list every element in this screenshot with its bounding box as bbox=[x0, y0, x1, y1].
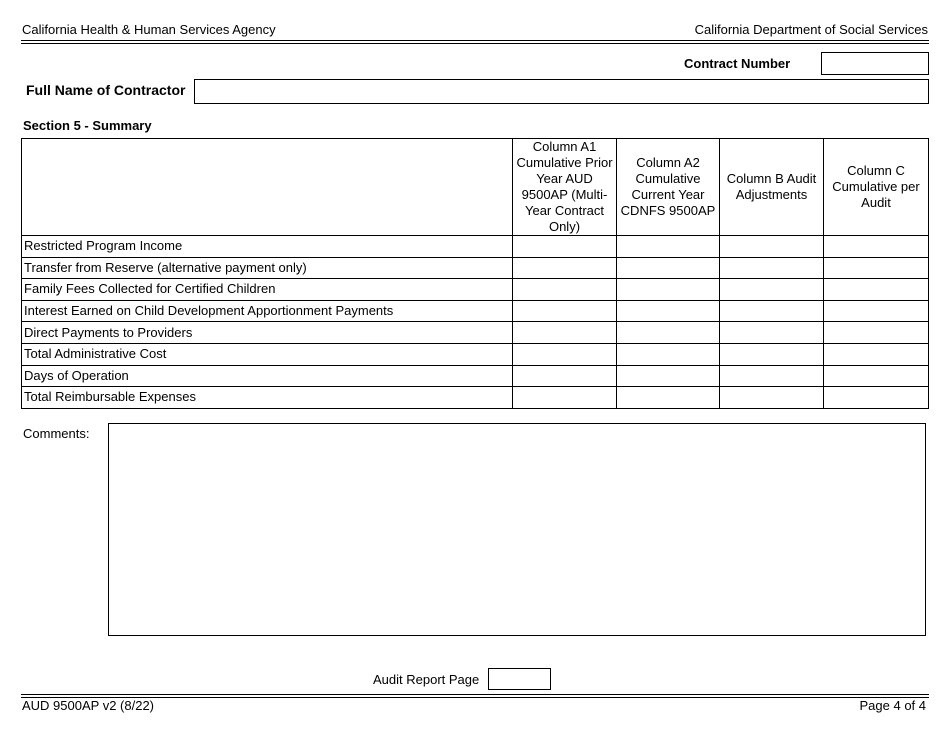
header-rule-top bbox=[21, 40, 929, 41]
table-row bbox=[22, 257, 929, 279]
audit-report-page-field[interactable] bbox=[488, 668, 551, 690]
cell-c[interactable] bbox=[824, 365, 929, 387]
cell-a2[interactable] bbox=[617, 387, 720, 409]
cell-a2[interactable] bbox=[617, 257, 720, 279]
audit-report-page-label: Audit Report Page bbox=[373, 672, 480, 687]
cell-c[interactable] bbox=[824, 279, 929, 301]
cell-a1[interactable] bbox=[513, 322, 617, 344]
footer-rule-bottom bbox=[21, 697, 929, 698]
cell-c[interactable] bbox=[824, 236, 929, 258]
cell-a2[interactable] bbox=[617, 300, 720, 322]
table-row bbox=[22, 322, 929, 344]
column-a2-header: Column A2 Cumulative Current Year CDNFS 9500AP bbox=[617, 139, 720, 236]
row-label: Family Fees Collected for Certified Children bbox=[22, 279, 513, 301]
cell-a2[interactable] bbox=[617, 322, 720, 344]
row-label: Restricted Program Income bbox=[22, 236, 513, 258]
header-rule-bottom bbox=[21, 43, 929, 44]
cell-a1[interactable] bbox=[513, 300, 617, 322]
cell-b[interactable] bbox=[720, 365, 824, 387]
cell-a1[interactable] bbox=[513, 387, 617, 409]
table-row bbox=[22, 343, 929, 365]
table-row bbox=[22, 387, 929, 409]
table-header-row bbox=[22, 139, 929, 236]
contract-number-field[interactable] bbox=[821, 52, 929, 75]
form-version: AUD 9500AP v2 (8/22) bbox=[22, 698, 154, 713]
cell-b[interactable] bbox=[720, 236, 824, 258]
cell-b[interactable] bbox=[720, 322, 824, 344]
cell-a1[interactable] bbox=[513, 365, 617, 387]
cell-c[interactable] bbox=[824, 300, 929, 322]
row-label: Direct Payments to Providers bbox=[22, 322, 513, 344]
cell-a2[interactable] bbox=[617, 365, 720, 387]
cell-a1[interactable] bbox=[513, 343, 617, 365]
table-header-blank bbox=[22, 139, 513, 236]
comments-label: Comments: bbox=[23, 426, 90, 441]
contractor-name-label: Full Name of Contractor bbox=[26, 82, 186, 98]
table-row bbox=[22, 365, 929, 387]
row-label: Transfer from Reserve (alternative payment only) bbox=[22, 257, 513, 279]
row-label: Total Reimbursable Expenses bbox=[22, 387, 513, 409]
table-row bbox=[22, 279, 929, 301]
cell-c[interactable] bbox=[824, 387, 929, 409]
contractor-name-field[interactable] bbox=[194, 79, 929, 104]
cell-a1[interactable] bbox=[513, 257, 617, 279]
cell-b[interactable] bbox=[720, 300, 824, 322]
comments-field[interactable] bbox=[108, 423, 926, 636]
footer-rule-top bbox=[21, 694, 929, 695]
section-title: Section 5 - Summary bbox=[23, 118, 152, 133]
column-a1-header: Column A1 Cumulative Prior Year AUD 9500AP (Multi-Year Contract Only) bbox=[513, 139, 617, 236]
cell-b[interactable] bbox=[720, 257, 824, 279]
summary-table bbox=[21, 138, 929, 409]
cell-a2[interactable] bbox=[617, 236, 720, 258]
column-c-header: Column C Cumulative per Audit bbox=[824, 139, 929, 236]
row-label: Total Administrative Cost bbox=[22, 343, 513, 365]
table-row bbox=[22, 300, 929, 322]
column-b-header: Column B Audit Adjustments bbox=[720, 139, 824, 236]
agency-header: California Health & Human Services Agency bbox=[22, 22, 276, 37]
cell-b[interactable] bbox=[720, 279, 824, 301]
cell-a1[interactable] bbox=[513, 236, 617, 258]
row-label: Interest Earned on Child Development Apportionment Payments bbox=[22, 300, 513, 322]
table-row bbox=[22, 236, 929, 258]
contract-number-label: Contract Number bbox=[684, 56, 791, 71]
cell-a2[interactable] bbox=[617, 343, 720, 365]
cell-b[interactable] bbox=[720, 343, 824, 365]
cell-a1[interactable] bbox=[513, 279, 617, 301]
cell-b[interactable] bbox=[720, 387, 824, 409]
cell-c[interactable] bbox=[824, 257, 929, 279]
cell-c[interactable] bbox=[824, 322, 929, 344]
page-number: Page 4 of 4 bbox=[859, 698, 926, 713]
row-label: Days of Operation bbox=[22, 365, 513, 387]
department-header: California Department of Social Services bbox=[694, 22, 928, 37]
cell-a2[interactable] bbox=[617, 279, 720, 301]
cell-c[interactable] bbox=[824, 343, 929, 365]
